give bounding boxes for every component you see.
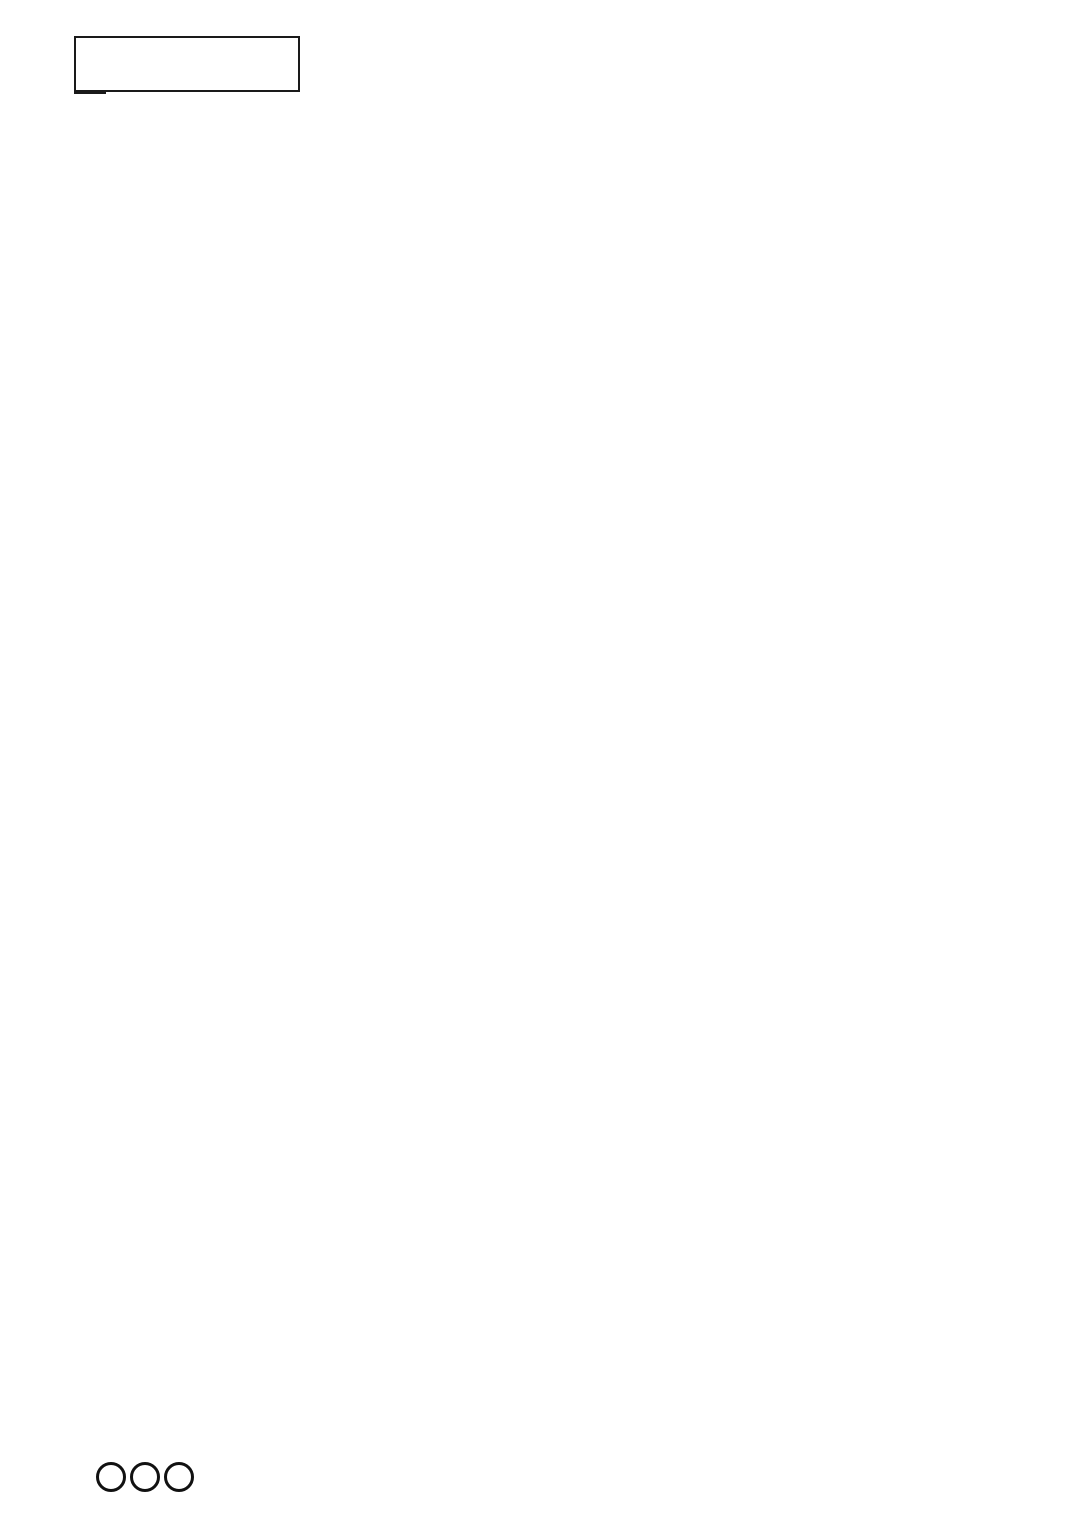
header-rule — [74, 92, 106, 94]
page-number-digit — [130, 1462, 160, 1492]
page-number-digit — [164, 1462, 194, 1492]
page-number-digit — [96, 1462, 126, 1492]
series-logo — [74, 36, 300, 92]
page-number — [96, 1462, 194, 1492]
